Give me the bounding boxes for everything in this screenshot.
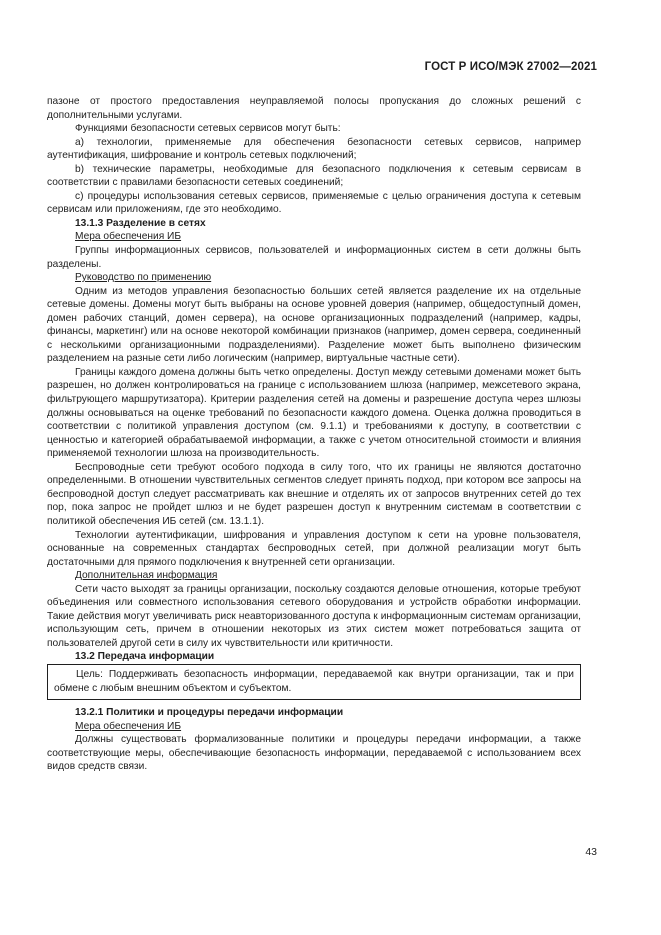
standard-header: ГОСТ Р ИСО/МЭК 27002—2021 [424, 61, 597, 73]
goal-box [47, 664, 581, 700]
paragraph: Технологии аутентификации, шифрования и управления доступом к сети на уровне пользователя, основанные на современных стандартах беспроводных сетей, при должной реализации могут быть достаточными для прямого подключения к внутренней сети организации. [47, 529, 581, 568]
list-item: a) технологии, применяемые для обеспечения безопасности сетевых сервисов, например аутентификация, шифрование и контроль сетевых подключений; [47, 136, 581, 162]
list-item: b) технические параметры, необходимые для безопасного подключения к сетевым сервисам в соответствии с правилами безопасности сетевых соединений; [47, 163, 581, 189]
paragraph: Сети часто выходят за границы организации, поскольку создаются деловые отношения, которые требуют объединения или совместного использования сетевого оборудования и устройств обработки информации. Такие действия могут увеличивать риск неавторизованного доступа к информационным системам организации, использующим сеть, причем в отношении некоторых из этих систем может потребоваться защита от пользователей другой сети в силу их чувствительности или критичности. [47, 583, 581, 649]
goal-text: Цель: Поддерживать безопасность информации, передаваемой как внутри организации, так и при обмене с любым внешним объектом и субъектом. [54, 668, 574, 694]
paragraph: Группы информационных сервисов, пользователей и информационных систем в сети должны быть разделены. [47, 245, 581, 270]
subheading-control: Мера обеспечения ИБ [75, 720, 182, 732]
subheading-additional-info: Дополнительная информация [75, 570, 218, 582]
subheading-control: Мера обеспечения ИБ [75, 231, 182, 243]
paragraph: пазоне от простого предоставления неуправляемой полосы пропускания до сложных решений с дополнительными услугами. [47, 96, 581, 121]
section-heading: 13.2.1 Политики и процедуры передачи информации [75, 707, 344, 719]
subheading-guidance: Руководство по применению [75, 272, 212, 284]
paragraph: Беспроводные сети требуют особого подхода в силу того, что их границы не являются достаточно определенными. В отношении чувствительных сегментов следует принять подход, при котором все запросы на беспроводной доступ следует рассматривать как внешние и отделять их от запросов внутренних сетей до тех пор, пока запрос не пройдет шлюз и не будет разрешен доступ к внутренним системам в соответствии с политикой обеспечения ИБ сетей (см. 13.1.1). [47, 461, 581, 527]
section-heading: 13.1.3 Разделение в сетях [75, 217, 206, 229]
page-number: 43 [585, 846, 597, 858]
paragraph: Границы каждого домена должны быть четко определены. Доступ между сетевыми доменами может быть разрешен, но должен контролироваться на границе с использованием шлюза (например, межсетевого экрана, фильтрующего маршрутизатора). Критерии разделения сетей на домены и разрешение доступа через шлюзы должны основываться на оценке требований по безопасности каждого домена. Оценка должна проводиться в соответствии с политикой управления доступом (см. 9.1.1) и требованиями к доступу, в соответствии с ценностью и категорией обрабатываемой информации, а также с учетом относительной стоимости и влияния применяемой технологии шлюза на производительность. [47, 366, 581, 460]
paragraph: Функциями безопасности сетевых сервисов могут быть: [75, 123, 341, 135]
list-item: c) процедуры использования сетевых сервисов, применяемые с целью ограничения доступа к сетевым сервисам или приложениям, где это необходимо. [47, 190, 581, 216]
paragraph: Одним из методов управления безопасностью больших сетей является разделение их на отдельные сетевые домены. Домены могут быть выбраны на основе уровней доверия (например, общедоступный домен, домен рабочих станций, домен сервера), на основе организационных подразделений (например, кадры, финансы, маркетинг) или на основе некоторой комбинации признаков (например, домен сервера, соединенный с несколькими организационными подразделениями). Разделение может быть выполнено физическим разделением на разные сети либо логическим (например, виртуальные частные сети). [47, 285, 581, 365]
document-body [47, 95, 581, 774]
section-heading: 13.2 Передача информации [75, 651, 215, 663]
paragraph: Должны существовать формализованные политики и процедуры передачи информации, а также соответствующие меры, обеспечивающие безопасность информации, передаваемой с использованием всех видов средств связи. [47, 734, 581, 773]
